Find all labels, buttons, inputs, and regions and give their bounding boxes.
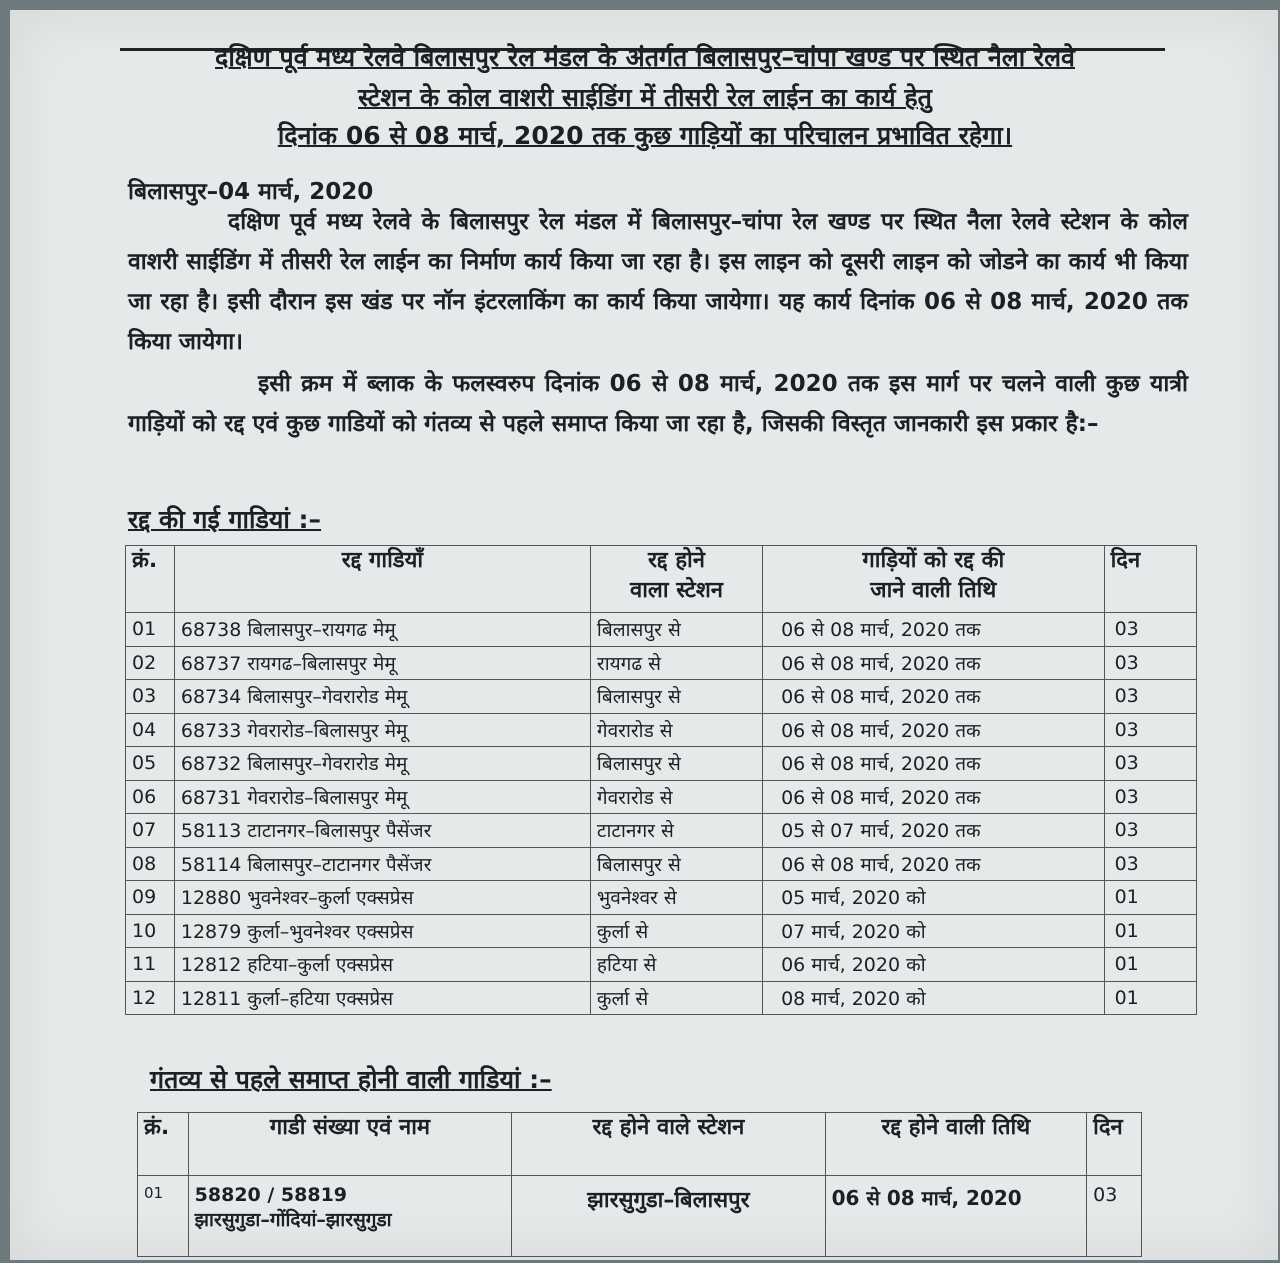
cell-days: 03 (1087, 1176, 1142, 1257)
cell-station: कुर्ला से (590, 914, 762, 948)
cell-station: बिलासपुर से (590, 680, 762, 714)
train-name: बिलासपुर–गेवरारोड मेमू (247, 753, 408, 776)
press-release-page (10, 10, 1278, 1260)
table-row (126, 613, 1197, 647)
header-line-1: दक्षिण पूर्व मध्य रेलवे बिलासपुर रेल मंडल के अंतर्गत बिलासपुर–चांपा खण्ड पर स्थित नैला रेलवे (215, 43, 1075, 72)
train-name: हटिया–कुर्ला एक्सप्रेस (247, 954, 394, 977)
cell-station: रायगढ से (590, 646, 762, 680)
cell-date: 08 मार्च, 2020 को (763, 981, 1105, 1015)
cell-train (174, 713, 590, 747)
table-row (126, 646, 1197, 680)
train-name: बिलासपुर–गेवरारोड मेमू (247, 686, 408, 709)
train-number: 12880 (180, 887, 242, 910)
cell-date: 06 से 08 मार्च, 2020 तक (763, 613, 1105, 647)
table-row (138, 1176, 1142, 1257)
train-number: 12879 (180, 920, 242, 943)
cell-days: 01 (1104, 981, 1196, 1015)
train-number: 12811 (180, 987, 242, 1010)
cell-days: 03 (1104, 814, 1196, 848)
terminated-trains-body (138, 1176, 1142, 1257)
table-header-row (138, 1113, 1142, 1176)
cancelled-trains-body (126, 613, 1197, 1015)
cell-station: बिलासपुर से (590, 847, 762, 881)
train-name: झारसुगुडा–गोंदियां–झारसुगुडा (194, 1209, 392, 1231)
cell-sn: 05 (126, 747, 175, 781)
cell-days: 01 (1104, 881, 1196, 915)
cell-station: गेवरारोड से (590, 713, 762, 747)
cell-station: झारसुगुडा–बिलासपुर (512, 1176, 825, 1257)
cell-date: 07 मार्च, 2020 को (763, 914, 1105, 948)
table-header-row (126, 546, 1197, 613)
cell-station: गेवरारोड से (590, 780, 762, 814)
table-row (126, 680, 1197, 714)
train-number: 12812 (180, 954, 242, 977)
cell-days: 03 (1104, 747, 1196, 781)
cell-sn: 08 (126, 847, 175, 881)
cell-sn: 01 (126, 613, 175, 647)
cell-train (174, 680, 590, 714)
col-date: गाड़ियों को रद्द की जाने वाली तिथि (763, 546, 1105, 613)
cell-station: भुवनेश्वर से (590, 881, 762, 915)
train-name: कुर्ला–भुवनेश्वर एक्सप्रेस (247, 920, 414, 943)
col-trains: रद्द गाडियॉं (174, 546, 590, 613)
cell-train (174, 814, 590, 848)
col-sn: क्रं. (138, 1113, 189, 1176)
header-line-3: दिनांक 06 से 08 मार्च, 2020 तक कुछ गाड़ियों का परिचालन प्रभावित रहेगा। (277, 121, 1013, 150)
cell-days: 03 (1104, 646, 1196, 680)
train-number: 68732 (180, 753, 242, 776)
header-line-2: स्टेशन के कोल वाशरी साईडिंग में तीसरी रेल लाईन का कार्य हेतु (358, 83, 932, 112)
col-sn: क्रं. (126, 546, 175, 613)
col-train: गाडी संख्या एवं नाम (188, 1113, 512, 1176)
cell-sn: 02 (126, 646, 175, 680)
terminated-trains-table (137, 1112, 1142, 1257)
train-number: 68738 (180, 619, 242, 642)
cell-days: 01 (1104, 948, 1196, 982)
cell-date: 05 मार्च, 2020 को (763, 881, 1105, 915)
col-date: रद्द होने वाली तिथि (825, 1113, 1087, 1176)
train-number: 68731 (180, 786, 242, 809)
cell-date: 05 से 07 मार्च, 2020 तक (763, 814, 1105, 848)
cell-date: 06 से 08 मार्च, 2020 तक (763, 646, 1105, 680)
cell-sn: 01 (138, 1176, 189, 1257)
cell-sn: 09 (126, 881, 175, 915)
col-days: दिन (1104, 546, 1196, 613)
cell-sn: 07 (126, 814, 175, 848)
cell-date: 06 से 08 मार्च, 2020 तक (763, 847, 1105, 881)
train-name: बिलासपुर–रायगढ मेमू (247, 619, 396, 642)
cell-train (174, 948, 590, 982)
cell-train (174, 981, 590, 1015)
cancelled-trains-table (125, 545, 1197, 1015)
train-name: टाटानगर–बिलासपुर पैसेंजर (247, 820, 432, 843)
col-days: दिन (1087, 1113, 1142, 1176)
cell-date: 06 से 08 मार्च, 2020 तक (763, 747, 1105, 781)
cell-train (174, 881, 590, 915)
cell-station: बिलासपुर से (590, 747, 762, 781)
cell-station: हटिया से (590, 948, 762, 982)
table-row (126, 814, 1197, 848)
cell-train (174, 613, 590, 647)
train-number: 58114 (180, 853, 242, 876)
col-station: रद्द होने वाले स्टेशन (512, 1113, 825, 1176)
terminated-trains-heading: गंतव्य से पहले समाप्त होनी वाली गाडियां :– (150, 1065, 552, 1094)
train-name: गेवरारोड–बिलासपुर मेमू (247, 786, 408, 809)
cell-sn: 06 (126, 780, 175, 814)
cell-date: 06 मार्च, 2020 को (763, 948, 1105, 982)
cell-date: 06 से 08 मार्च, 2020 तक (763, 780, 1105, 814)
table-row (126, 780, 1197, 814)
train-name: भुवनेश्वर–कुर्ला एक्सप्रेस (247, 887, 414, 910)
table-row (126, 747, 1197, 781)
cell-train (174, 646, 590, 680)
cell-date: 06 से 08 मार्च, 2020 तक (763, 713, 1105, 747)
cell-train (174, 780, 590, 814)
cell-train (174, 747, 590, 781)
dateline: बिलासपुर–04 मार्च, 2020 (128, 179, 374, 205)
table-row (126, 914, 1197, 948)
table-row (126, 981, 1197, 1015)
paragraph-2: इसी क्रम में ब्लाक के फलस्वरुप दिनांक 06 से 08 मार्च, 2020 तक इस मार्ग पर चलने वाली कुछ यात्री गाड़ियों को रद्द एवं कुछ गाडियों को गंतव्य से पहले समाप्त किया जा रहा है, जिसकी विस्तृत जानकारी इस प्रकार है:– (128, 371, 1188, 437)
train-name: कुर्ला–हटिया एक्सप्रेस (247, 987, 394, 1010)
cell-sn: 12 (126, 981, 175, 1015)
cell-sn: 11 (126, 948, 175, 982)
train-number: 68734 (180, 686, 242, 709)
cancelled-trains-heading: रद्द की गई गाडियां :– (128, 505, 322, 534)
cell-sn: 03 (126, 680, 175, 714)
cell-days: 03 (1104, 680, 1196, 714)
cell-train (174, 914, 590, 948)
cell-date: 06 से 08 मार्च, 2020 (825, 1176, 1087, 1257)
cell-train (188, 1176, 512, 1257)
table-row (126, 881, 1197, 915)
train-number: 68733 (180, 719, 242, 742)
cell-days: 03 (1104, 780, 1196, 814)
cell-days: 03 (1104, 613, 1196, 647)
cell-days: 01 (1104, 914, 1196, 948)
train-name: रायगढ–बिलासपुर मेमू (247, 652, 396, 675)
table-row (126, 713, 1197, 747)
train-number: 68737 (180, 652, 242, 675)
cell-station: टाटानगर से (590, 814, 762, 848)
train-name: गेवरारोड–बिलासपुर मेमू (247, 719, 408, 742)
train-number: 58820 / 58819 (194, 1184, 348, 1206)
train-name: बिलासपुर–टाटानगर पैसेंजर (247, 853, 432, 876)
table-row (126, 847, 1197, 881)
cell-station: कुर्ला से (590, 981, 762, 1015)
cell-date: 06 से 08 मार्च, 2020 तक (763, 680, 1105, 714)
cell-days: 03 (1104, 847, 1196, 881)
cell-train (174, 847, 590, 881)
cell-station: बिलासपुर से (590, 613, 762, 647)
paragraph-1: दक्षिण पूर्व मध्य रेलवे के बिलासपुर रेल मंडल में बिलासपुर–चांपा रेल खण्ड पर स्थित नैला रेलवे स्टेशन के कोल वाशरी साईडिंग में तीसरी रेल लाईन का निर्माण कार्य किया जा रहा है। इस लाइन को दूसरी लाइन को जोडने का कार्य भी किया जा रहा है। इसी दौरान इस खंड पर नॉन इंटरलाकिंग का कार्य किया जायेगा। यह कार्य दिनांक 06 से 08 मार्च, 2020 तक किया जायेगा। (128, 209, 1188, 355)
train-number: 58113 (180, 820, 242, 843)
cell-sn: 04 (126, 713, 175, 747)
cell-days: 03 (1104, 713, 1196, 747)
table-row (126, 948, 1197, 982)
cell-sn: 10 (126, 914, 175, 948)
col-station: रद्द होने वाला स्टेशन (590, 546, 762, 613)
